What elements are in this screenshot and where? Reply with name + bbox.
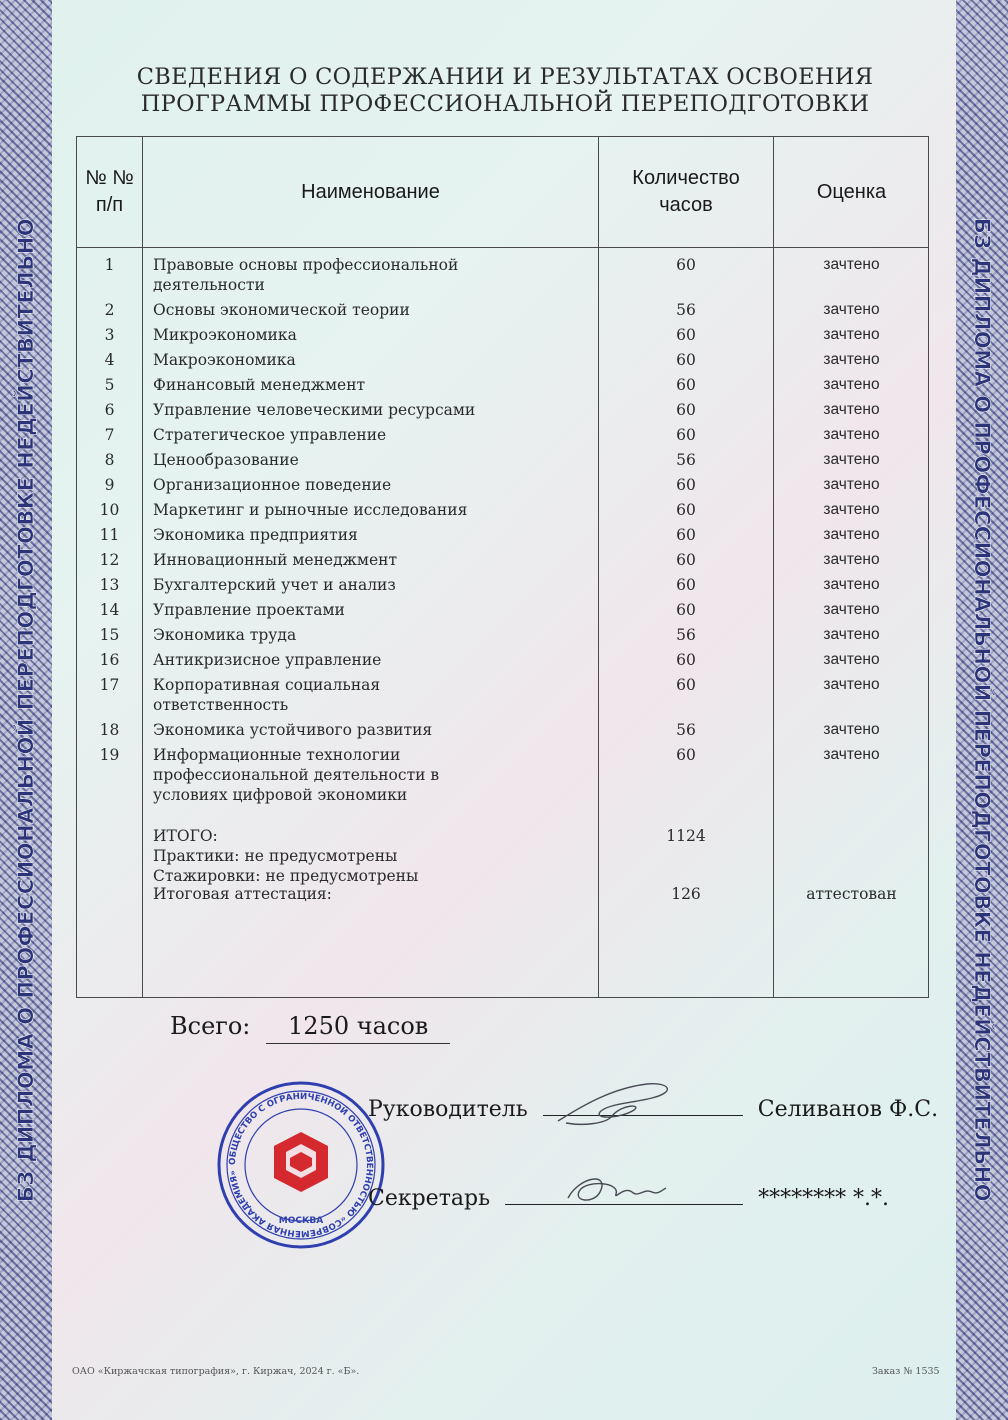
row-name: Правовые основы профессиональной деятельности (153, 256, 459, 294)
row-name: Макроэкономика (153, 351, 296, 369)
total-label: Всего: (170, 1012, 251, 1040)
row-number: 4 (104, 351, 115, 369)
row-number: 19 (99, 746, 120, 764)
document-title (90, 64, 920, 118)
row-grade: зачтено (823, 721, 880, 738)
itogo-hours: 1124 (666, 827, 706, 845)
row-name: Бухгалтерский учет и анализ (153, 576, 396, 594)
row-hours: 60 (676, 256, 696, 274)
row-grade: зачтено (823, 351, 880, 368)
row-number: 5 (104, 376, 115, 394)
row-number: 15 (99, 626, 120, 644)
row-number: 9 (104, 476, 115, 494)
table-row (77, 675, 928, 720)
row-name: Информационные технологии профессиональной деятельности в условиях цифровой экономики (153, 746, 440, 804)
table-row (77, 575, 928, 600)
row-number: 14 (99, 601, 120, 619)
row-grade: зачтено (823, 526, 880, 543)
row-grade: зачтено (823, 576, 880, 593)
row-hours: 56 (676, 721, 696, 739)
row-name: Экономика труда (153, 626, 297, 644)
row-hours: 60 (676, 326, 696, 344)
table-row (77, 550, 928, 575)
row-grade: зачтено (823, 256, 880, 273)
row-hours: 60 (676, 651, 696, 669)
row-number: 2 (104, 301, 115, 319)
head-label: Руководитель (368, 1097, 528, 1122)
row-hours: 60 (676, 501, 696, 519)
practice-note: Практики: не предусмотрены (153, 847, 398, 865)
row-hours: 60 (676, 376, 696, 394)
secretary-name: ******** *.*. (758, 1186, 890, 1211)
title-line-1: СВЕДЕНИЯ О СОДЕРЖАНИИ И РЕЗУЛЬТАТАХ ОСВОЕНИЯ (136, 64, 874, 90)
row-name: Микроэкономика (153, 326, 297, 344)
header-divider (77, 247, 928, 248)
row-grade: зачтено (823, 551, 880, 568)
row-hours: 60 (676, 576, 696, 594)
academy-logo-icon (274, 1132, 328, 1192)
row-number: 3 (104, 326, 115, 344)
row-hours: 60 (676, 476, 696, 494)
row-hours: 56 (676, 301, 696, 319)
row-grade: зачтено (823, 426, 880, 443)
row-number: 18 (99, 721, 120, 739)
row-name: Маркетинг и рыночные исследования (153, 501, 468, 519)
table-row (77, 450, 928, 475)
row-grade: зачтено (823, 651, 880, 668)
row-name: Экономика устойчивого развития (153, 721, 433, 739)
row-hours: 60 (676, 676, 696, 694)
table-row (77, 300, 928, 325)
table-row (77, 325, 928, 350)
head-name: Селиванов Ф.С. (757, 1097, 939, 1122)
row-hours: 60 (676, 551, 696, 569)
footer-printer: ОАО «Киржачская типография», г. Киржач, 2024 г. «Б». (72, 1366, 360, 1377)
table-row (77, 625, 928, 650)
table-row (77, 525, 928, 550)
seal-ring-text: ОБЩЕСТВО С ОГРАНИЧЕННОЙ ОТВЕТСТВЕННОСТЬЮ «СОВРЕМЕННАЯ АКАДЕМИЯ» (227, 1091, 375, 1239)
header-name: Наименование (301, 180, 440, 203)
row-number: 16 (99, 651, 120, 669)
row-grade: зачтено (823, 401, 880, 418)
table-body (77, 255, 928, 810)
head-signature-icon (552, 1076, 682, 1131)
table-row (77, 600, 928, 625)
footer-order-number: Заказ № 1535 (872, 1366, 940, 1377)
row-number: 12 (99, 551, 120, 569)
row-name: Антикризисное управление (153, 651, 382, 669)
row-number: 10 (99, 501, 120, 519)
row-grade: зачтено (823, 601, 880, 618)
row-name: Ценообразование (153, 451, 299, 469)
total-hours (170, 1012, 450, 1044)
row-hours: 60 (676, 351, 696, 369)
row-hours: 56 (676, 451, 696, 469)
itogo-label: ИТОГО: (153, 827, 218, 845)
internship-note: Стажировки: не предусмотрены (153, 867, 419, 885)
table-row (77, 350, 928, 375)
left-border-caption: БЗ ДИПЛОМА О ПРОФЕССИОНАЛЬНОЙ ПЕРЕПОДГОТОВКЕ НЕДЕЙСТВИТЕЛЬНО (14, 217, 38, 1203)
row-number: 13 (99, 576, 120, 594)
row-hours: 60 (676, 746, 696, 764)
secretary-label: Секретарь (368, 1186, 491, 1211)
final-attestation-grade: аттестован (806, 885, 897, 903)
total-value: 1250 часов (266, 1012, 450, 1044)
row-grade: зачтено (823, 451, 880, 468)
row-hours: 56 (676, 626, 696, 644)
table-row (77, 650, 928, 675)
row-grade: зачтено (823, 326, 880, 343)
row-hours: 60 (676, 426, 696, 444)
row-grade: зачтено (823, 626, 880, 643)
row-name: Финансовый менеджмент (153, 376, 366, 394)
table-row (77, 400, 928, 425)
final-attestation-label: Итоговая аттестация: (153, 885, 332, 903)
row-number: 1 (104, 256, 115, 274)
right-border-caption: БЗ ДИПЛОМА О ПРОФЕССИОНАЛЬНОЙ ПЕРЕПОДГОТОВКЕ НЕДЕЙСТВИТЕЛЬНО (970, 217, 994, 1203)
row-grade: зачтено (823, 376, 880, 393)
row-name: Организационное поведение (153, 476, 392, 494)
row-name: Инновационный менеджмент (153, 551, 398, 569)
row-number: 17 (99, 676, 120, 694)
row-grade: зачтено (823, 746, 880, 763)
seal-city: МОСКВА (278, 1216, 324, 1226)
row-name: Управление человеческими ресурсами (153, 401, 476, 419)
row-name: Корпоративная социальная ответственность (153, 676, 381, 714)
secretary-signature-icon (560, 1168, 670, 1213)
row-hours: 60 (676, 526, 696, 544)
table-row (77, 375, 928, 400)
row-grade: зачтено (823, 501, 880, 518)
table-row (77, 745, 928, 810)
table-row (77, 425, 928, 450)
header-number: № № п/п (85, 167, 134, 216)
official-seal (216, 1080, 386, 1250)
row-grade: зачтено (823, 476, 880, 493)
title-line-2: ПРОГРАММЫ ПРОФЕССИОНАЛЬНОЙ ПЕРЕПОДГОТОВКИ (140, 91, 870, 117)
row-number: 7 (104, 426, 115, 444)
table-row (77, 720, 928, 745)
row-hours: 60 (676, 601, 696, 619)
table-row (77, 500, 928, 525)
row-grade: зачтено (823, 301, 880, 318)
final-attestation-hours: 126 (671, 885, 701, 903)
header-grade: Оценка (816, 180, 887, 203)
row-number: 11 (99, 526, 120, 544)
row-name: Экономика предприятия (153, 526, 358, 544)
row-name: Стратегическое управление (153, 426, 387, 444)
row-name: Основы экономической теории (153, 301, 410, 319)
table-row (77, 475, 928, 500)
table-row (77, 255, 928, 300)
row-grade: зачтено (823, 676, 880, 693)
row-number: 6 (104, 401, 115, 419)
courses-table (76, 136, 929, 998)
row-name: Управление проектами (153, 601, 345, 619)
row-hours: 60 (676, 401, 696, 419)
row-number: 8 (104, 451, 115, 469)
header-hours: Количество часов (632, 167, 740, 216)
